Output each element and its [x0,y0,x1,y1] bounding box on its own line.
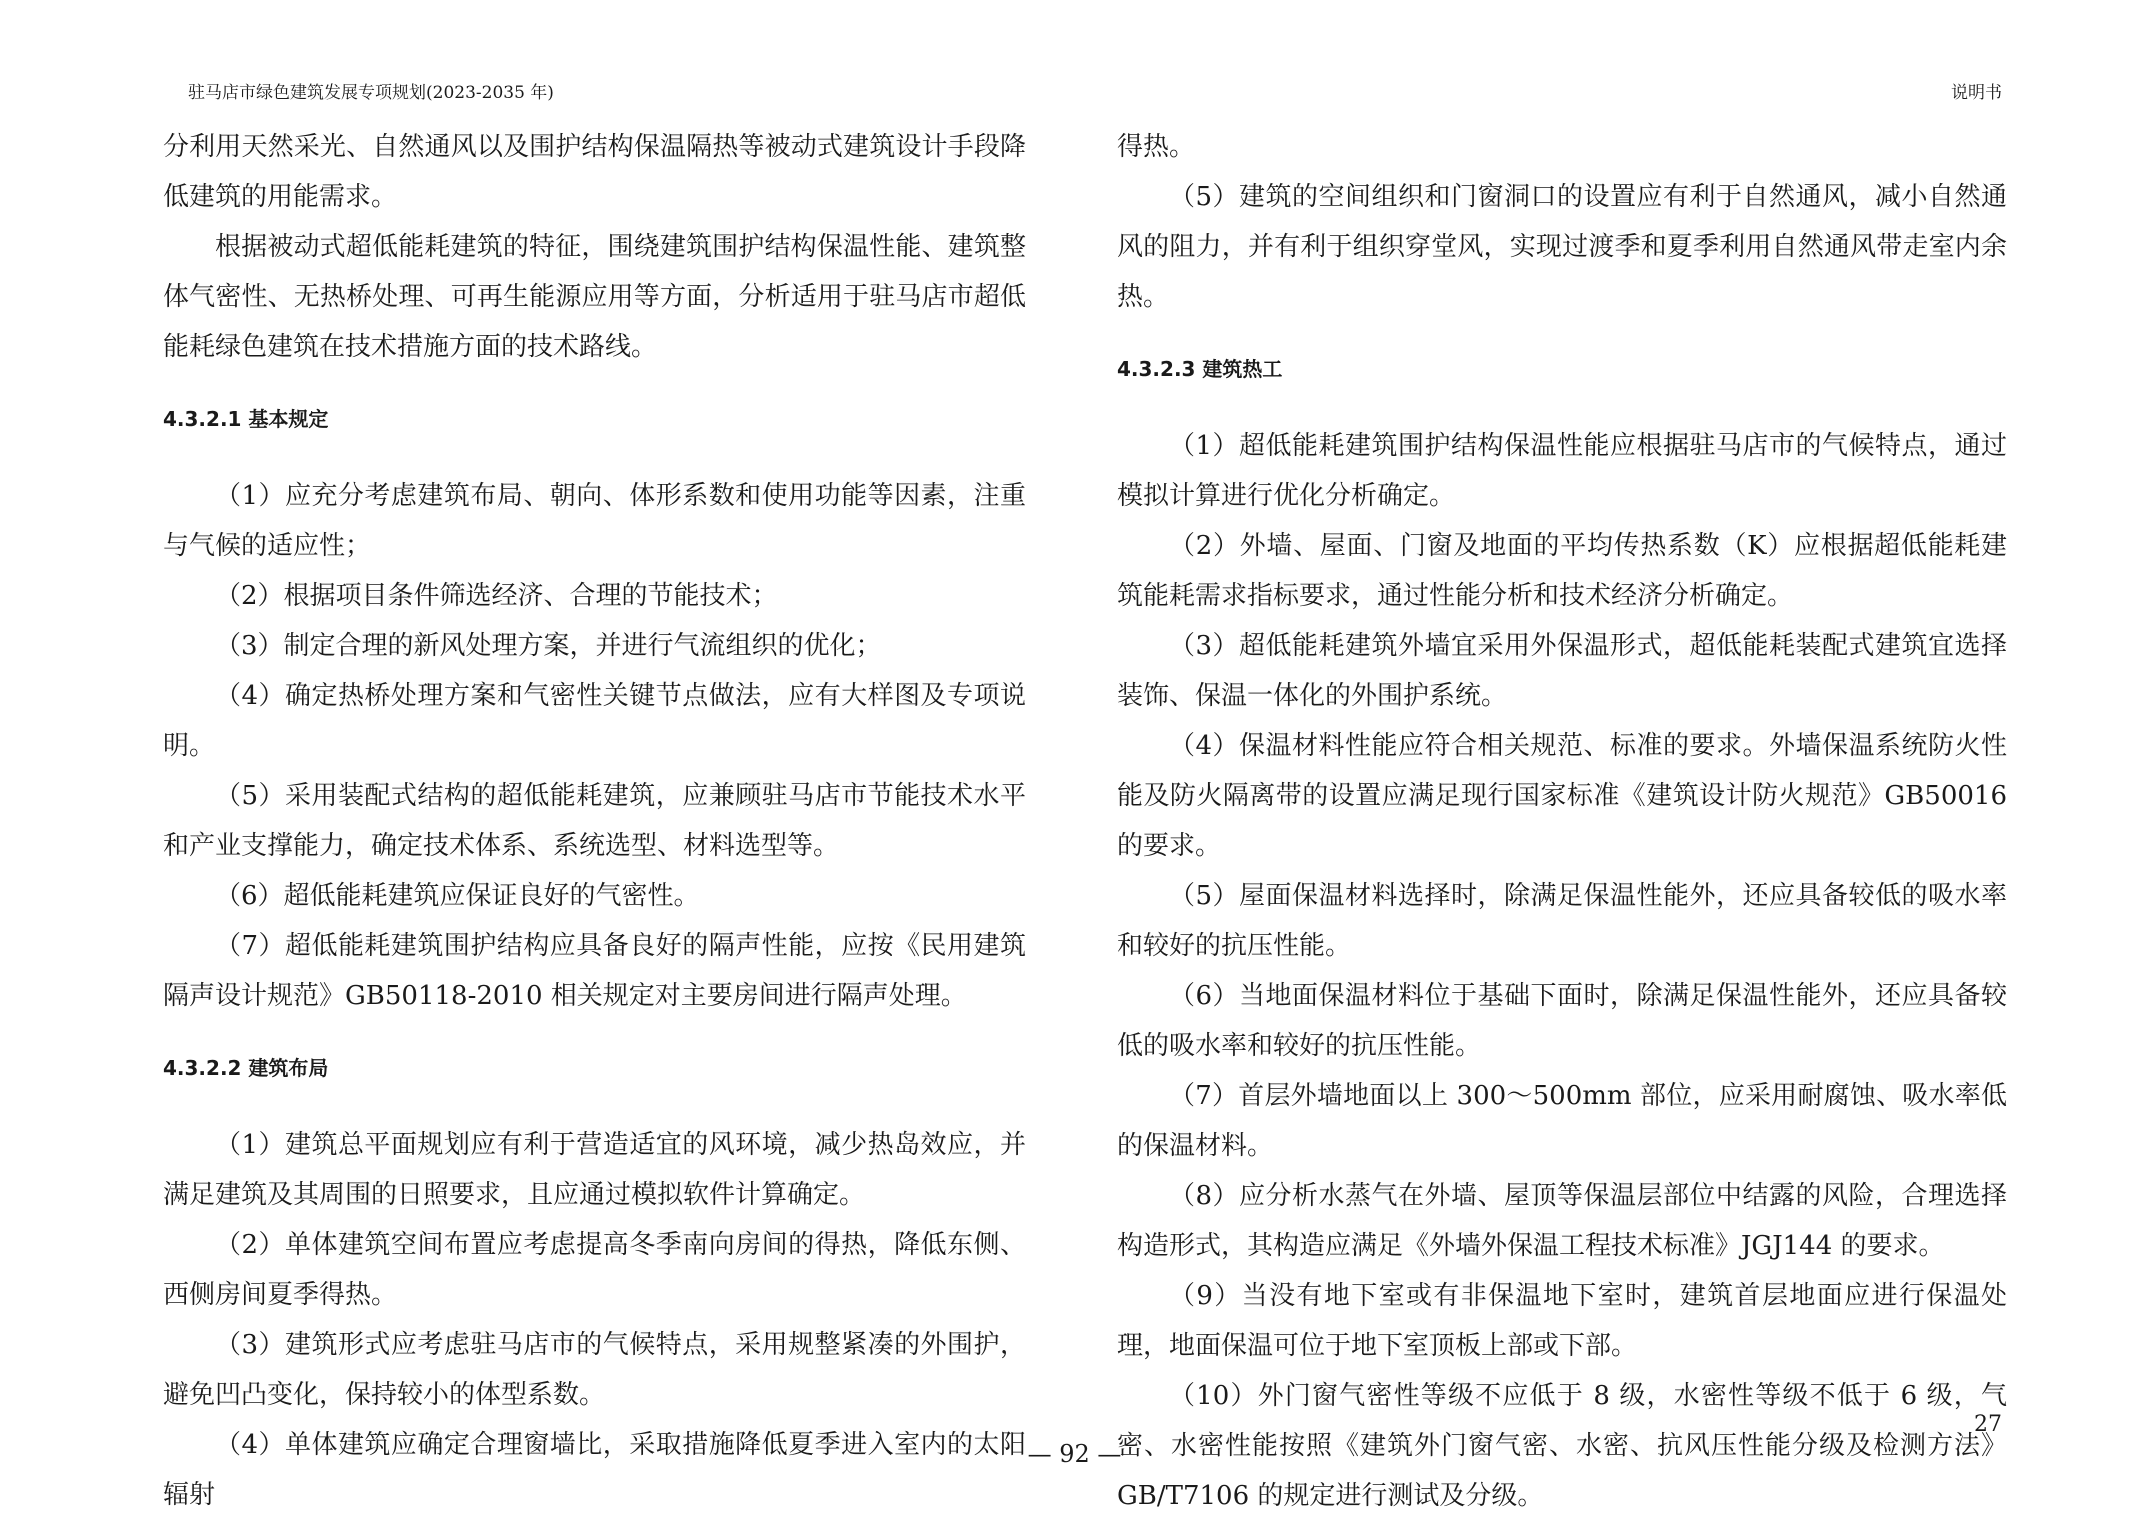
list-item: （1）超低能耗建筑围护结构保温性能应根据驻马店市的气候特点，通过模拟计算进行优化分析确定。 [1117,431,2007,511]
list-item: （6）超低能耗建筑应保证良好的气密性。 [215,881,700,911]
list-item: （4）保温材料性能应符合相关规范、标准的要求。外墙保温系统防火性能及防火隔离带的设置应满足现行国家标准《建筑设计防火规范》GB50016 的要求。 [1117,731,2007,861]
list-item: （3）制定合理的新风处理方案，并进行气流组织的优化； [215,631,882,661]
document-title: 驻马店市绿色建筑发展专项规划(2023-2035 年) [188,83,554,103]
section-heading: 4.3.2.1 基本规定 [163,407,329,431]
list-item: （5）建筑的空间组织和门窗洞口的设置应有利于自然通风，减小自然通风的阻力，并有利于组织穿堂风，实现过渡季和夏季利用自然通风带走室内余热。 [1117,182,2007,312]
list-item: （8）应分析水蒸气在外墙、屋顶等保温层部位中结露的风险，合理选择构造形式，其构造应满足《外墙外保温工程技术标准》JGJ144 的要求。 [1117,1181,2007,1261]
list-item: （3）建筑形式应考虑驻马店市的气候特点，采用规整紧凑的外围护，避免凹凸变化，保持较小的体型系数。 [163,1330,1026,1410]
page-number: — 92 — [1027,1440,1122,1468]
list-item: （4）确定热桥处理方案和气密性关键节点做法，应有大样图及专项说明。 [163,681,1026,761]
list-item: （4）单体建筑应确定合理窗墙比，采取措施降低夏季进入室内的太阳辐射 [163,1430,1026,1510]
list-item: （1）建筑总平面规划应有利于营造适宜的风环境，减少热岛效应，并满足建筑及其周围的日照要求，且应通过模拟软件计算确定。 [163,1130,1026,1210]
list-item: （10）外门窗气密性等级不应低于 8 级，水密性等级不低于 6 级，气密、水密性能按照《建筑外门窗气密、水密、抗风压性能分级及检测方法》GB/T7106 的规定进行测试及分级。 [1117,1381,2007,1511]
section-label: 说明书 [1951,83,2002,103]
section-heading: 4.3.2.3 建筑热工 [1117,357,1283,381]
right-column [1117,122,2007,1521]
list-item: （2）单体建筑空间布置应考虑提高冬季南向房间的得热，降低东侧、西侧房间夏季得热。 [163,1230,1026,1310]
list-item: （9）当没有地下室或有非保温地下室时，建筑首层地面应进行保温处理，地面保温可位于地下室顶板上部或下部。 [1117,1281,2007,1361]
intro-paragraph: 分利用天然采光、自然通风以及围护结构保温隔热等被动式建筑设计手段降低建筑的用能需求。 [163,132,1026,212]
list-item: （2）外墙、屋面、门窗及地面的平均传热系数（K）应根据超低能耗建筑能耗需求指标要求，通过性能分析和技术经济分析确定。 [1117,531,2007,611]
inner-page-number: 27 [1974,1412,2002,1437]
list-item: （5）屋面保温材料选择时，除满足保温性能外，还应具备较低的吸水率和较好的抗压性能。 [1117,881,2007,961]
list-item: （5）采用装配式结构的超低能耗建筑，应兼顾驻马店市节能技术水平和产业支撑能力，确定技术体系、系统选型、材料选型等。 [163,781,1026,861]
intro-paragraph: 根据被动式超低能耗建筑的特征，围绕建筑围护结构保温性能、建筑整体气密性、无热桥处理、可再生能源应用等方面，分析适用于驻马店市超低能耗绿色建筑在技术措施方面的技术路线。 [163,232,1026,362]
section-heading: 4.3.2.2 建筑布局 [163,1056,329,1080]
list-item: （2）根据项目条件筛选经济、合理的节能技术； [215,581,778,611]
left-column [163,122,1026,1520]
continued-paragraph: 得热。 [1117,132,1196,162]
list-item: （1）应充分考虑建筑布局、朝向、体形系数和使用功能等因素，注重与气候的适应性； [163,481,1026,561]
list-item: （3）超低能耗建筑外墙宜采用外保温形式，超低能耗装配式建筑宜选择装饰、保温一体化的外围护系统。 [1117,631,2007,711]
list-item: （7）超低能耗建筑围护结构应具备良好的隔声性能，应按《民用建筑隔声设计规范》GB50118-2010 相关规定对主要房间进行隔声处理。 [163,931,1026,1011]
list-item: （6）当地面保温材料位于基础下面时，除满足保温性能外，还应具备较低的吸水率和较好的抗压性能。 [1117,981,2007,1061]
list-item: （7）首层外墙地面以上 300～500mm 部位，应采用耐腐蚀、吸水率低的保温材料。 [1117,1081,2007,1161]
